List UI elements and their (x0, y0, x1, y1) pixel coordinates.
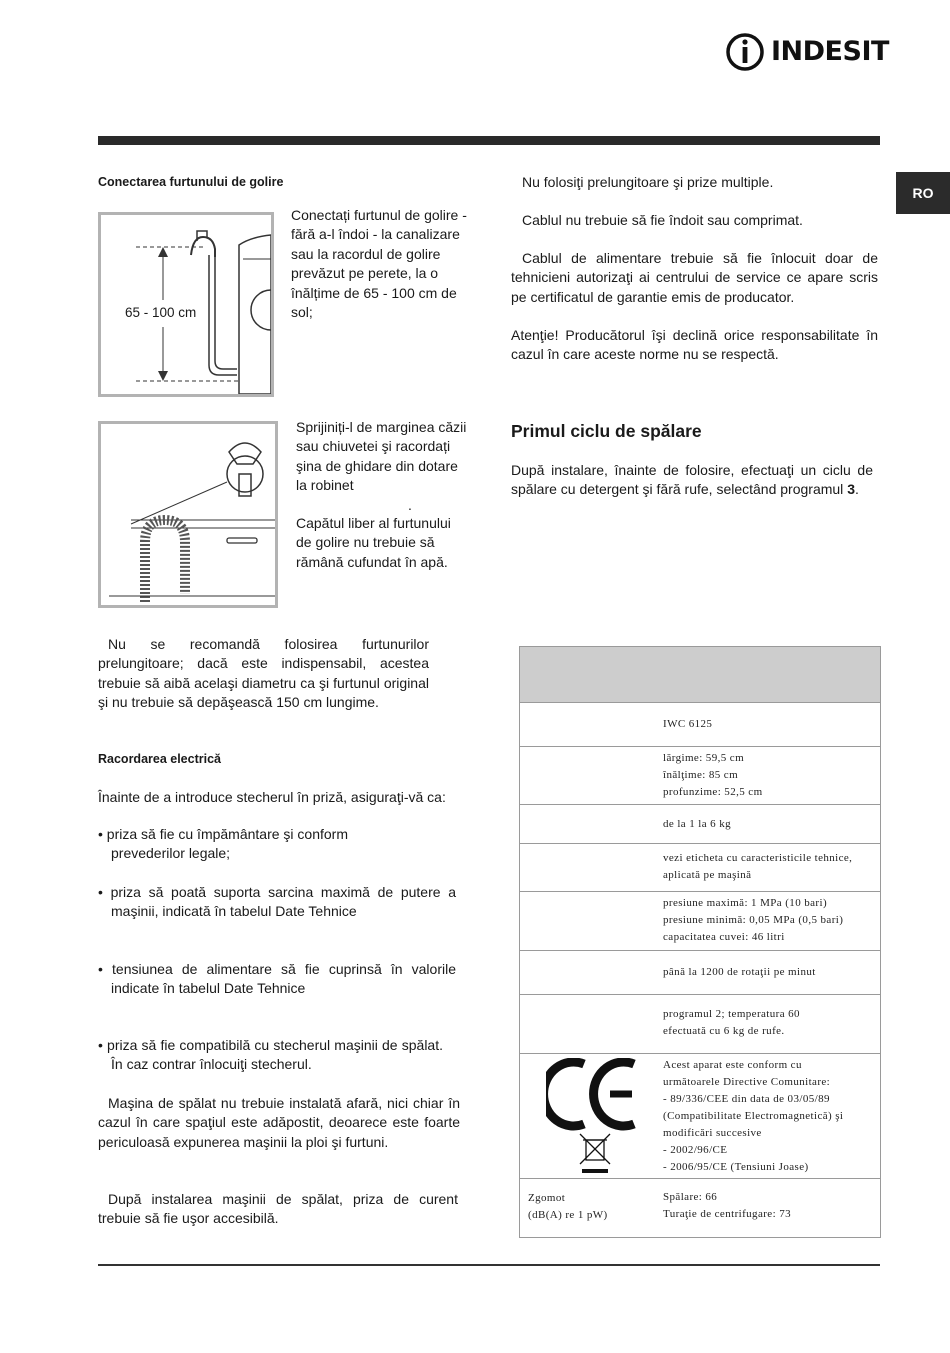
bullet-plug-compatible: • priza să fie compatibilă cu stecherul maşinii de spălat. În caz contrar înlocuiţi stecherul. (98, 1037, 443, 1073)
drain-wall-figure (98, 212, 274, 397)
noise-wash: Spălare: 66 (663, 1191, 718, 1203)
spec-row-spin (520, 951, 880, 995)
extension-hose-note: Nu se recomandă folosirea furtunurilor prelungitoare; dacă este indispensabil, acestea trebuie să aibă acelaşi diametru ca şi furtunul original şi nu trebuie să depăşească 150 cm lungime. (98, 636, 429, 711)
spec-water (663, 895, 843, 946)
directive-line-7: - 2006/95/CE (Tensiuni Joase) (663, 1161, 809, 1173)
spec-electric (663, 850, 852, 884)
first-cycle-text (511, 461, 873, 500)
height-label: 65 - 100 cm (123, 303, 198, 322)
spec-row-water (520, 892, 880, 951)
first-cycle-program: 3 (847, 481, 855, 498)
directive-line-1: Acest aparat este conform cu (663, 1059, 802, 1071)
cable-replacement-note: Cablul de alimentare trebuie să fie înlocuit doar de tehnicieni autorizaţi ai centrului de service ce apare scris pe certificatul de garantie emis de producator. (511, 250, 878, 305)
spec-electric-line1: vezi eticheta cu caracteristicile tehnice, (663, 852, 853, 864)
drain-sink-figure (98, 421, 278, 608)
ce-weee-marks-icon (546, 1058, 636, 1176)
liability-note: Atenţie! Producătorul îşi declină orice responsabilitate în cazul în care aceste norme nu se respectă. (511, 327, 878, 363)
cable-not-bent-note: Cablul nu trebuie să fie îndoit sau comprimat. (522, 212, 803, 228)
spec-water-min: presiune minimă: 0,05 MPa (0,5 bari) (663, 914, 844, 926)
spec-model: IWC 6125 (663, 718, 713, 730)
header-rule (98, 136, 880, 145)
outdoor-warning: Maşina de spălat nu trebuie instalată afară, nici chiar în cazul în care spaţiul este adăpostit, deoarece este foarte periculoasă expunerea maşinii la ploi şi furtuni. (98, 1095, 460, 1150)
spec-electric-line2: aplicată pe maşină (663, 869, 752, 881)
spec-water-max: presiune maximă: 1 MPa (10 bari) (663, 897, 828, 909)
brand-logo (725, 30, 889, 76)
spec-row-capacity (520, 805, 880, 844)
spec-row-test (520, 995, 880, 1054)
spec-row-directives (520, 1054, 880, 1179)
spec-noise-values (663, 1189, 791, 1223)
spec-spin: până la 1200 de rotaţii pe minut (663, 966, 816, 978)
spec-drum-capacity: capacitatea cuvei: 46 litri (663, 931, 785, 943)
noise-label-line2: (dB(A) re 1 pW) (528, 1209, 608, 1221)
electric-intro: Înainte de a introduce stecherul în priză, asiguraţi-vă ca: (98, 789, 446, 805)
language-tab: RO (896, 172, 950, 214)
directive-line-5: modificări succesive (663, 1127, 762, 1139)
brand-logo-mark-icon (725, 30, 769, 74)
drain-free-end-note: Capătul liber al furtunului de golire nu trebuie să rămână cufundat în apă. (296, 515, 451, 570)
spec-test-line1: programul 2; temperatura 60 (663, 1008, 800, 1020)
directive-line-4: (Compatibilitate Electromagnetică) şi (663, 1110, 844, 1122)
drain-sink-illustration-icon (101, 424, 275, 605)
no-extensions-note: Nu folosiţi prelungitoare şi prize multiple. (522, 174, 774, 190)
spec-row-electric (520, 844, 880, 892)
first-cycle-text-body: După instalare, înainte de folosire, efectuaţi un ciclu de spălare cu detergent şi fără rufe, selectând programul (511, 462, 873, 498)
technical-data-table (519, 646, 881, 1238)
bullet-grounding: • priza să fie cu împământare şi conform prevederilor legale; (98, 826, 348, 862)
spec-noise-label (528, 1190, 608, 1224)
spec-dimensions (663, 750, 763, 801)
spec-test (663, 1006, 800, 1040)
spec-row-model (520, 703, 880, 747)
spec-directives (663, 1057, 843, 1176)
spec-capacity: de la 1 la 6 kg (663, 818, 732, 830)
brand-name: INDESIT (771, 36, 889, 67)
spec-height: înălţime: 85 cm (663, 769, 739, 781)
spec-row-noise (520, 1179, 880, 1237)
socket-access-note: După instalarea maşinii de spălat, priza de curent trebuie să fie uşor accesibilă. (98, 1191, 458, 1227)
spec-test-line2: efectuată cu 6 kg de rufe. (663, 1025, 785, 1037)
spec-table-header (520, 647, 880, 703)
first-cycle-end: . (854, 481, 859, 498)
drain-wall-instructions: Conectați furtunul de golire - fără a-l îndoi - la canalizare sau la racordul de golire prevăzut pe perete, la o înălțime de 65 - 100 cm de sol; (291, 207, 467, 321)
bullet-max-load: • priza să poată suporta sarcina maximă de putere a maşinii, indicată în tabelul Date Tehnice (98, 884, 456, 920)
spec-depth: profunzime: 52,5 cm (663, 786, 763, 798)
footer-rule (98, 1264, 880, 1266)
directive-line-2: următoarele Directive Comunitare: (663, 1076, 831, 1088)
spec-row-dimensions (520, 747, 880, 805)
drain-sink-dot: . (408, 497, 412, 513)
noise-label-line1: Zgomot (528, 1192, 566, 1204)
spec-width: lărgime: 59,5 cm (663, 752, 745, 764)
drain-heading: Conectarea furtunului de golire (98, 175, 284, 189)
noise-spin: Turaţie de centrifugare: 73 (663, 1208, 791, 1220)
directive-line-6: - 2002/96/CE (663, 1144, 728, 1156)
electric-heading: Racordarea electrică (98, 752, 221, 766)
drain-sink-instructions: Sprijiniți-l de marginea căzii sau chiuvetei şi racordați şina de ghidare din dotare la robinet (296, 419, 467, 494)
bullet-voltage: • tensiunea de alimentare să fie cuprinsă în valorile indicate în tabelul Date Tehnice (98, 961, 456, 997)
first-cycle-heading: Primul ciclu de spălare (511, 421, 702, 441)
directive-line-3: - 89/336/CEE din data de 03/05/89 (663, 1093, 830, 1105)
